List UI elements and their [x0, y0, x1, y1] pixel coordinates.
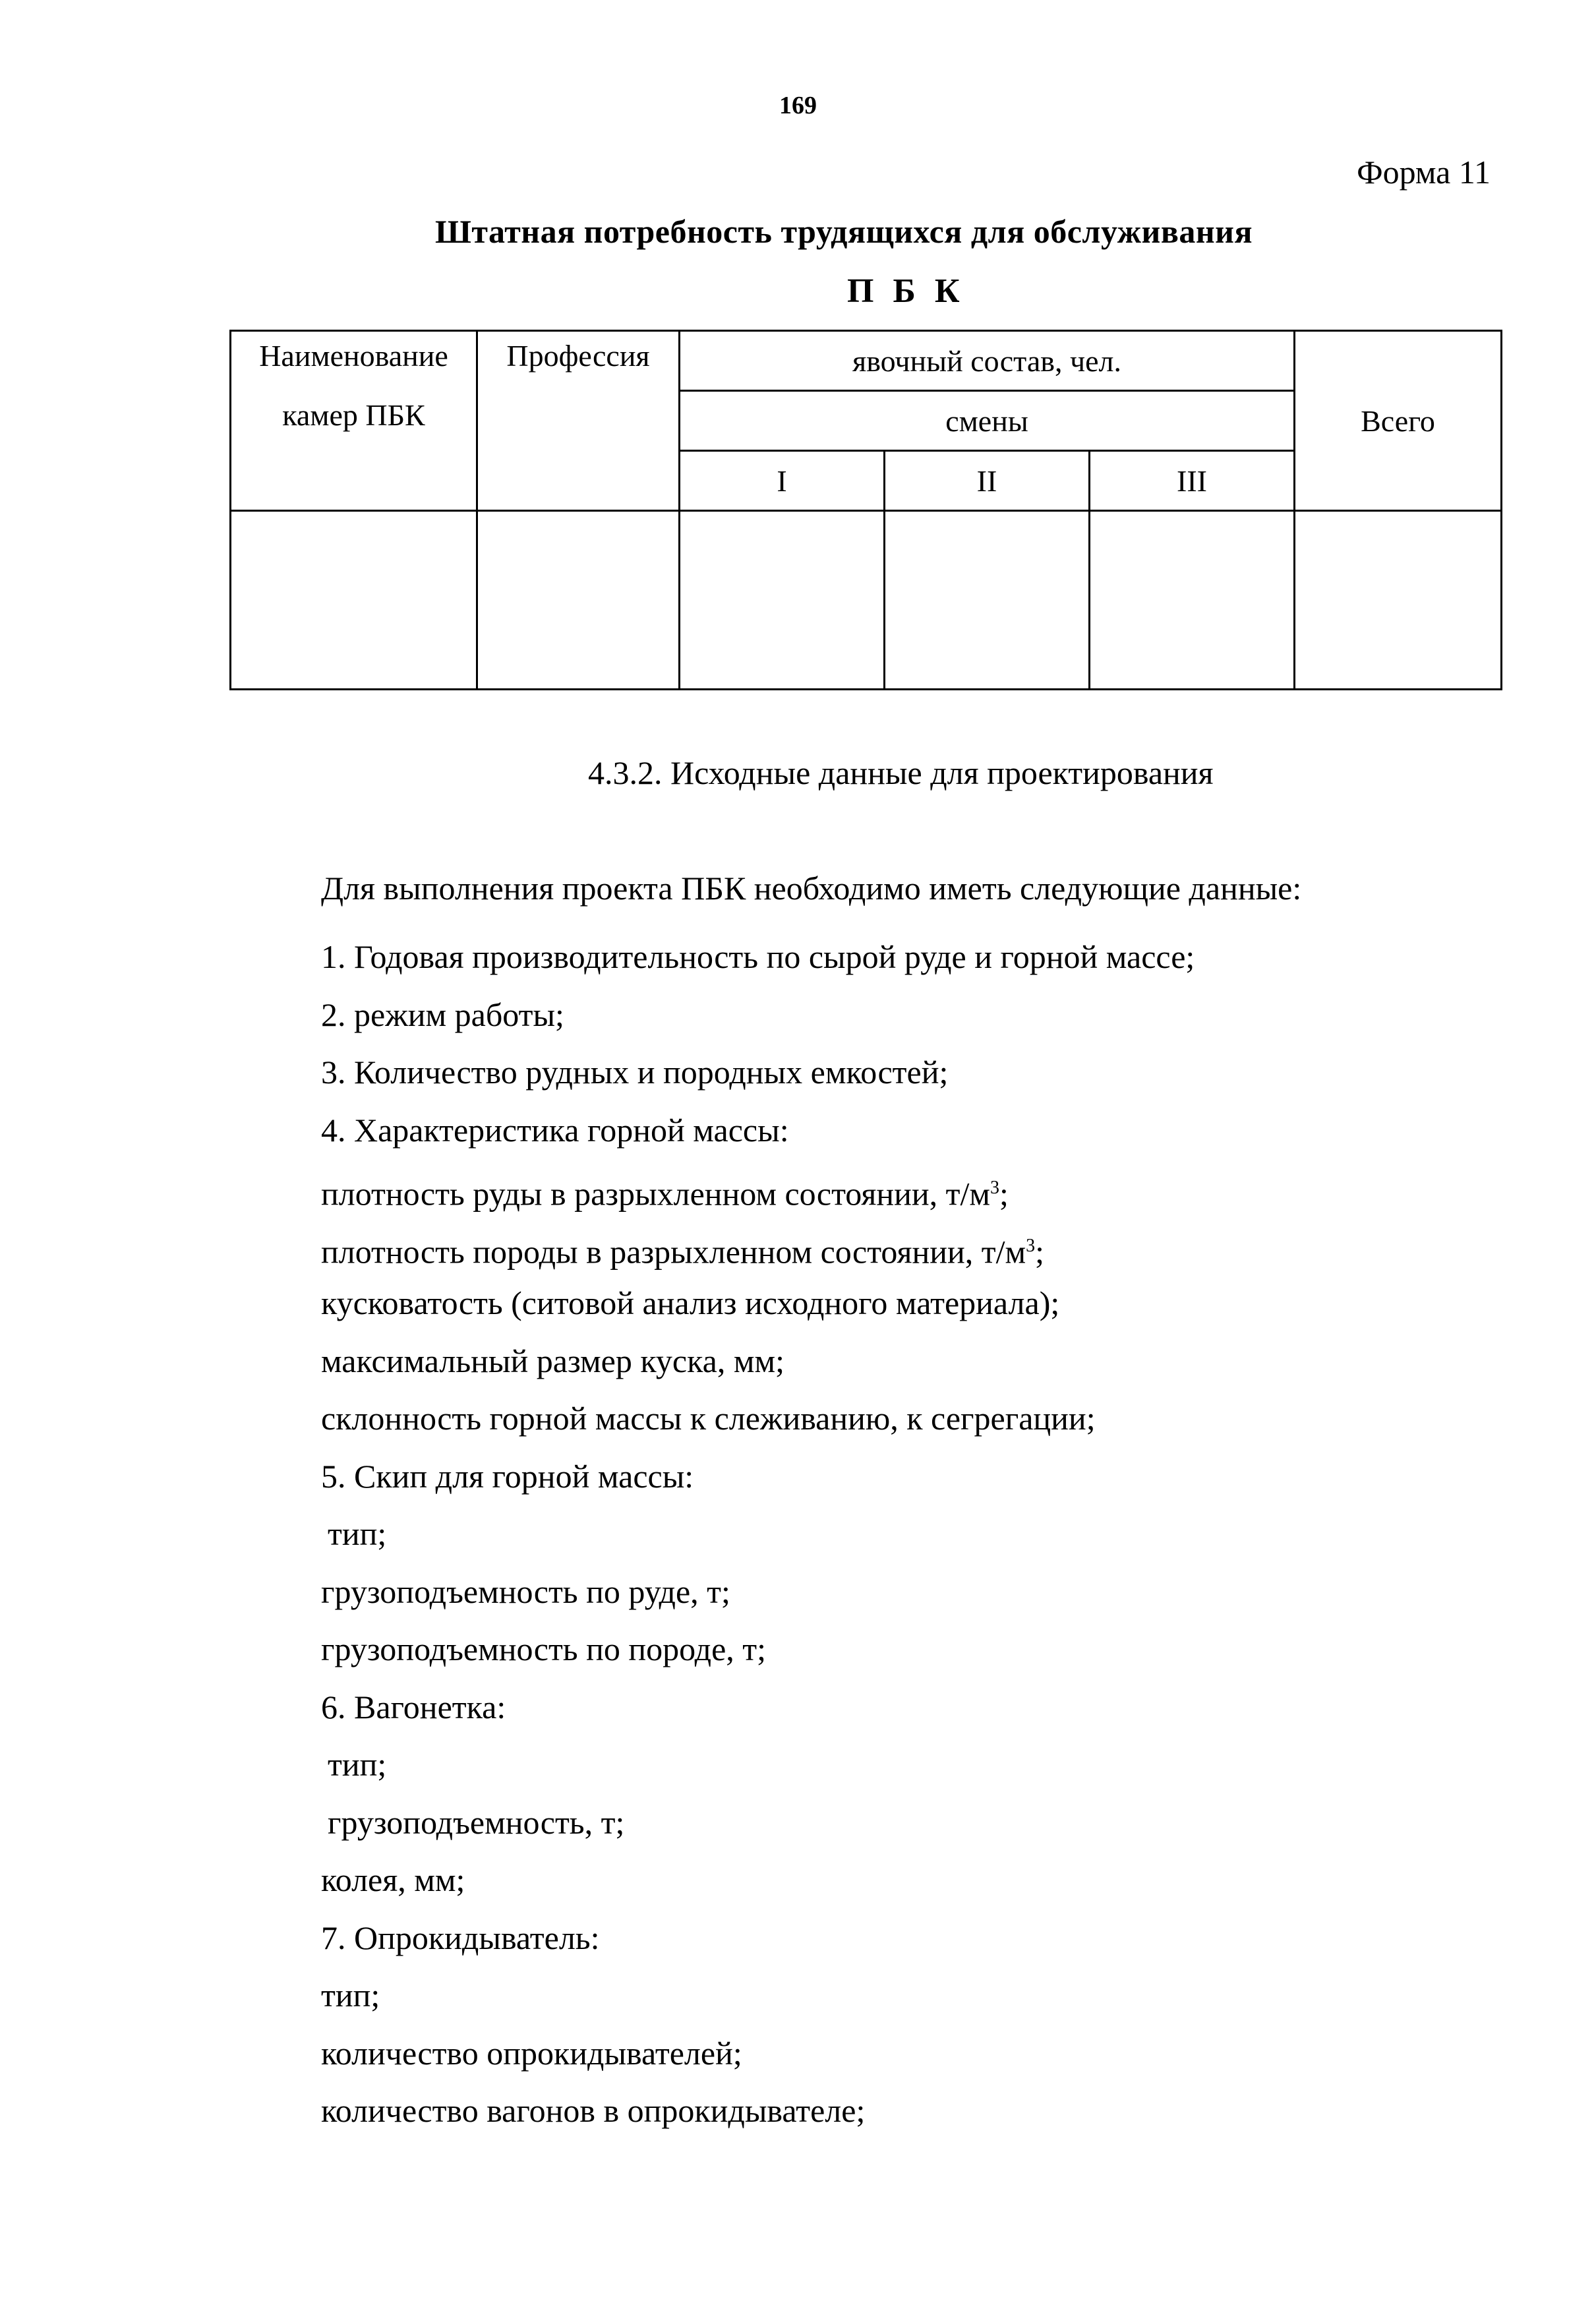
list-item-text: 1. Годовая производительность по сырой руде и горной массе; — [321, 938, 1195, 975]
list-item-text: 6. Вагонетка: — [321, 1688, 506, 1725]
table-row — [231, 511, 1502, 690]
list-item — [321, 1909, 1195, 1967]
list-item-text: кусковатость (ситовой анализ исходного материала); — [321, 1284, 1060, 1321]
table-cell — [477, 511, 680, 690]
list-item-text: 2. режим работы; — [321, 996, 564, 1033]
table-cell — [680, 511, 885, 690]
form-subtitle: П Б К — [847, 272, 965, 310]
list-item-text: грузоподъемность по породе, т; — [321, 1631, 767, 1667]
header-chamber-name-line1: Наименование — [259, 339, 448, 373]
list-item-text: максимальный размер куска, мм; — [321, 1342, 785, 1379]
table-cell — [1090, 511, 1295, 690]
requirements-list — [321, 928, 1195, 2140]
list-item-text: 3. Количество рудных и породных емкостей; — [321, 1054, 949, 1091]
staff-table — [229, 330, 1502, 690]
list-item — [321, 1505, 1195, 1563]
header-profession — [477, 331, 680, 511]
header-attendance: явочный состав, чел. — [680, 331, 1295, 391]
header-shift-1: I — [680, 451, 885, 511]
table-cell — [885, 511, 1090, 690]
list-item-text: грузоподъемность, т; — [328, 1803, 625, 1841]
list-item — [321, 1217, 1195, 1275]
header-shifts: смены — [680, 391, 1295, 451]
list-item-text: тип; — [328, 1515, 387, 1552]
table-cell — [1295, 511, 1502, 690]
list-item — [321, 1102, 1195, 1160]
list-item — [321, 1736, 1195, 1794]
list-item — [321, 1967, 1195, 2025]
list-item — [321, 1679, 1195, 1737]
list-item — [321, 1044, 1195, 1102]
list-item — [321, 1274, 1195, 1333]
header-shift-3: III — [1090, 451, 1295, 511]
list-item-text: плотность руды в разрыхленном состоянии, т/м — [321, 1175, 990, 1213]
list-item-text: 7. Опрокидыватель: — [321, 1919, 600, 1956]
list-item-text: количество опрокидывателей; — [321, 2034, 742, 2072]
list-item-text: тип; — [321, 1977, 380, 2014]
list-item — [321, 2082, 1195, 2140]
list-item-text: плотность породы в разрыхленном состоянии, т/м — [321, 1233, 1026, 1271]
form-label: Форма 11 — [1357, 154, 1491, 191]
list-item — [321, 1333, 1195, 1391]
list-item-text: склонность горной массы к слеживанию, к сегрегации; — [321, 1400, 1096, 1437]
header-shift-2: II — [885, 451, 1090, 511]
list-item-text: грузоподъемность по руде, т; — [321, 1573, 730, 1610]
list-item-text: тип; — [328, 1746, 387, 1783]
list-item — [321, 1159, 1195, 1217]
list-item-text: 5. Скип для горной массы: — [321, 1457, 694, 1495]
list-item — [321, 1794, 1195, 1852]
form-title: Штатная потребность трудящихся для обслуживания — [434, 213, 1253, 250]
superscript: 3 — [1026, 1235, 1036, 1256]
list-item-text: количество вагонов в опрокидывателе; — [321, 2092, 866, 2129]
list-item — [321, 1851, 1195, 1909]
list-item — [321, 986, 1195, 1044]
header-chamber-name — [231, 331, 477, 511]
table-cell — [231, 511, 477, 690]
list-item — [321, 1390, 1195, 1448]
list-item-text: 4. Характеристика горной массы: — [321, 1111, 789, 1149]
header-profession-label: Профессия — [506, 339, 650, 373]
list-item — [321, 1621, 1195, 1679]
list-item — [321, 2025, 1195, 2083]
list-item-suffix: ; — [1035, 1233, 1045, 1271]
header-total: Всего — [1295, 331, 1502, 511]
intro-paragraph: Для выполнения проекта ПБК необходимо иметь следующие данные: — [321, 870, 1302, 907]
list-item — [321, 1563, 1195, 1621]
superscript: 3 — [990, 1178, 999, 1198]
page-number: 169 — [779, 92, 817, 119]
list-item-text: колея, мм; — [321, 1861, 465, 1898]
section-heading: 4.3.2. Исходные данные для проектирования — [588, 754, 1214, 791]
list-item-suffix: ; — [999, 1175, 1009, 1213]
list-item — [321, 928, 1195, 986]
list-item — [321, 1448, 1195, 1506]
header-chamber-name-line2: камер ПБК — [282, 398, 425, 432]
